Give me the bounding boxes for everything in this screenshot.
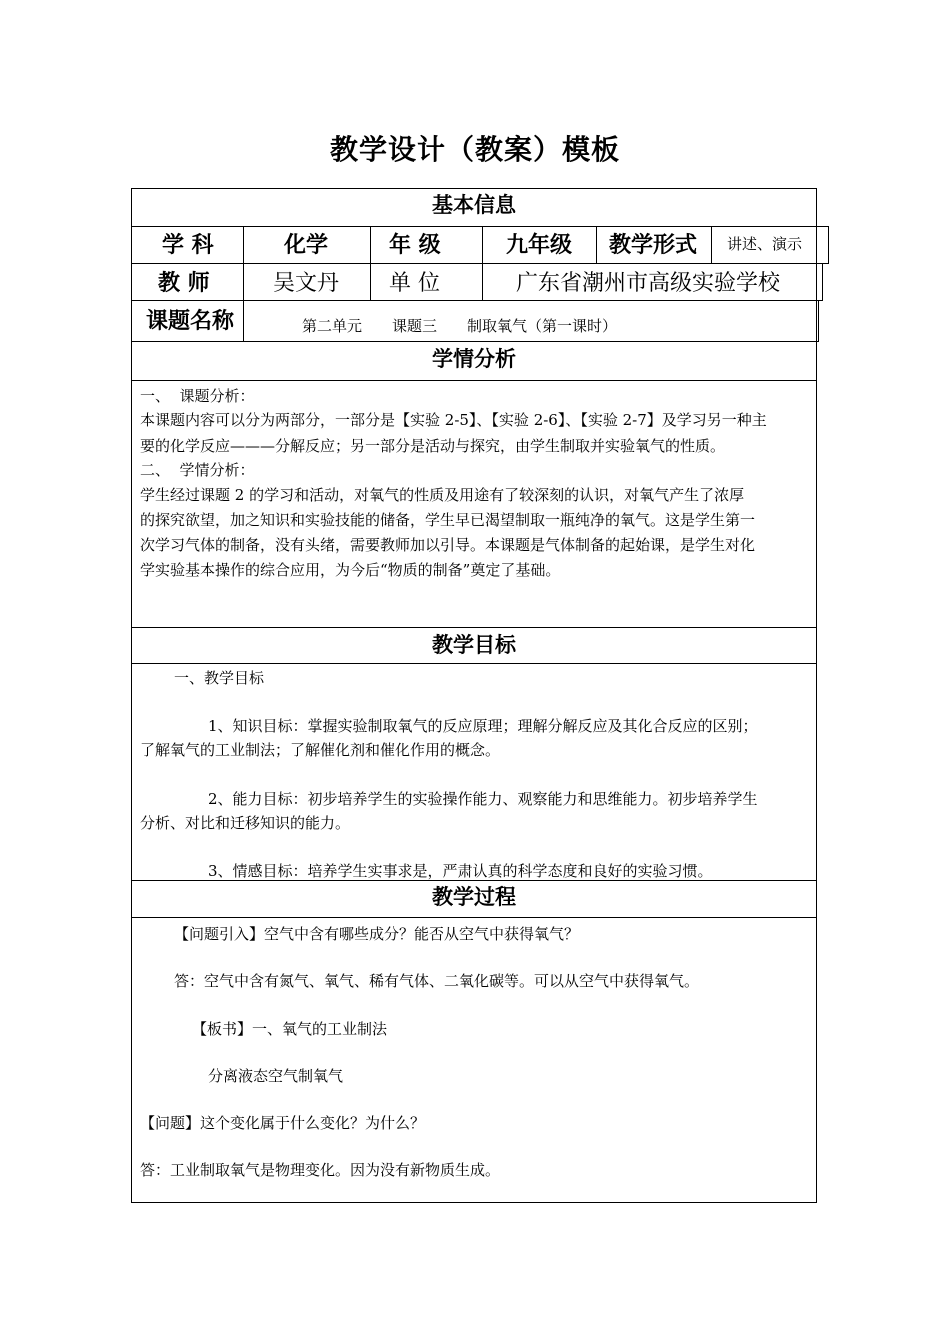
process-paragraph: 答：空气中含有氮气、氧气、稀有气体、二氧化碳等。可以从空气中获得氧气。 (174, 972, 700, 990)
row-divider (131, 341, 819, 342)
col-divider (482, 226, 483, 264)
process-paragraph: 分离液态空气制氧气 (208, 1067, 344, 1085)
row-divider (131, 263, 829, 264)
teacher-label: 教 师 (158, 270, 210, 296)
document-title: 教学设计（教案）模板 (329, 133, 620, 166)
objective-line: 1、知识目标：掌握实验制取氧气的反应原理；理解分解反应及其化合反应的区别； (208, 717, 758, 735)
col-divider (822, 263, 823, 301)
col-divider (482, 263, 483, 301)
teacher-value: 吴文丹 (273, 271, 340, 296)
col-divider (711, 226, 712, 264)
analysis-line: 要的化学反应———分解反应；另一部分是活动与探究，由学生制取并实验氧气的性质。 (140, 437, 726, 455)
objective-line: 分析、对比和迁移知识的能力。 (140, 814, 351, 832)
teaching-process-header: 教学过程 (432, 884, 516, 909)
col-divider (243, 226, 244, 264)
analysis-subtitle-1: 一、 课题分析： (140, 387, 255, 405)
row-divider (131, 380, 817, 381)
analysis-line: 学实验基本操作的综合应用，为今后“物质的制备”奠定了基础。 (140, 561, 561, 579)
row-divider (131, 226, 829, 227)
topic-name-value: 第二单元 课题三 制取氧气（第一课时） (302, 317, 618, 335)
unit-value: 广东省潮州市高级实验学校 (516, 271, 781, 296)
teaching-form-value: 讲述、演示 (727, 235, 803, 253)
analysis-line: 的探究欲望，加之知识和实验技能的储备，学生早已渴望制取一瓶纯净的氧气。这是学生第一 (140, 511, 756, 529)
grade-value: 九年级 (506, 232, 573, 258)
col-divider (370, 226, 371, 264)
col-divider (370, 263, 371, 301)
row-divider (131, 663, 817, 664)
process-paragraph: 【问题引入】空气中含有哪些成分？能否从空气中获得氧气？ (174, 925, 580, 943)
col-divider (818, 300, 819, 342)
row-divider (131, 300, 823, 301)
objective-line: 3、情感目标：培养学生实事求是，严肃认真的科学态度和良好的实验习惯。 (208, 862, 713, 880)
subject-value: 化学 (284, 232, 329, 258)
process-paragraph: 【问题】这个变化属于什么变化？为什么？ (140, 1114, 426, 1132)
row-divider (131, 627, 817, 628)
teaching-objectives-header: 教学目标 (432, 632, 516, 657)
basic-info-header: 基本信息 (432, 192, 516, 217)
topic-name-label: 课题名称 (146, 308, 235, 334)
teaching-form-label: 教学形式 (609, 232, 698, 258)
col-divider (828, 226, 829, 264)
process-paragraph: 答：工业制取氧气是物理变化。因为没有新物质生成。 (140, 1161, 501, 1179)
grade-label: 年 级 (389, 232, 441, 258)
row-divider (131, 917, 817, 918)
process-paragraph: 【板书】一、氧气的工业制法 (192, 1020, 388, 1038)
objective-line: 了解氧气的工业制法；了解催化剂和催化作用的概念。 (140, 741, 501, 759)
unit-label: 单 位 (389, 271, 440, 296)
analysis-line: 学生经过课题 2 的学习和活动，对氧气的性质及用途有了较深刻的认识，对氧气产生了浓厚 (140, 486, 745, 504)
subject-label: 学 科 (162, 232, 214, 258)
learning-analysis-header: 学情分析 (432, 346, 516, 371)
objective-line: 2、能力目标：初步培养学生的实验操作能力、观察能力和思维能力。初步培养学生 (208, 790, 758, 808)
col-divider (596, 226, 597, 264)
col-divider (243, 263, 244, 301)
col-divider (243, 300, 244, 342)
objectives-intro: 一、教学目标 (174, 669, 265, 687)
table-bottom-border (131, 1202, 817, 1203)
analysis-line: 本课题内容可以分为两部分，一部分是【实验 2-5】、【实验 2-6】、【实验 2-7】及学习另一种主 (140, 411, 767, 429)
analysis-line: 次学习气体的制备，没有头绪，需要教师加以引导。本课题是气体制备的起始课，是学生对化 (140, 536, 756, 554)
analysis-subtitle-2: 二、 学情分析： (140, 461, 255, 479)
